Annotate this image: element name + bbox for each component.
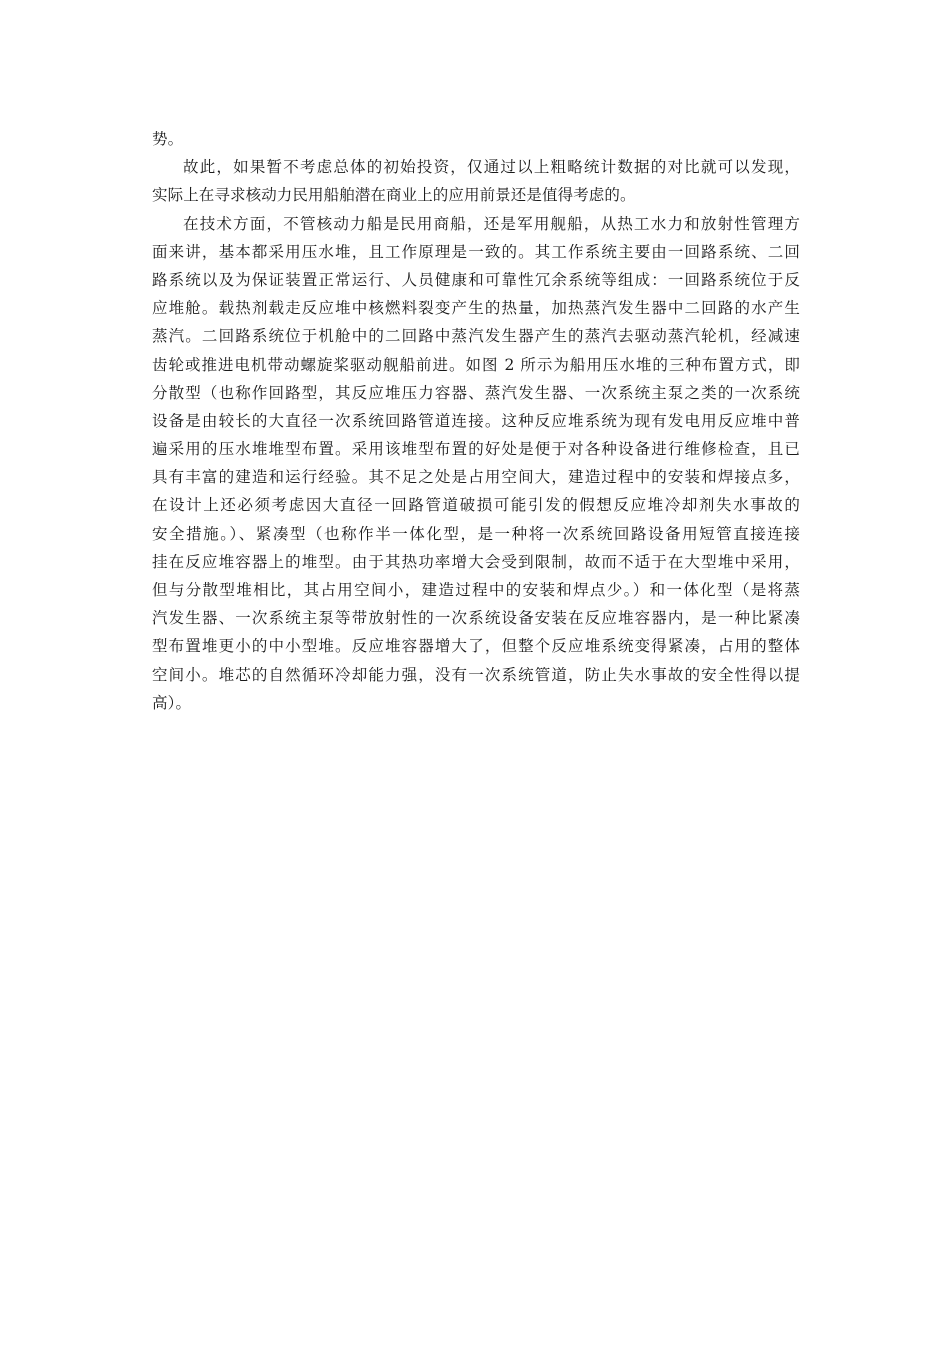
text-line: 分散型（也称作回路型，其反应堆压力容器、蒸汽发生器、一次系统主泵之类的一次系统 (152, 383, 800, 402)
text-line: 路系统以及为保证装置正常运行、人员健康和可靠性冗余系统等组成：一回路系统位于反 (152, 270, 800, 289)
text-line: 在技术方面，不管核动力船是民用商船，还是军用舰船，从热工水力和放射性管理方 (183, 214, 800, 233)
text-line: 汽发生器、一次系统主泵等带放射性的一次系统设备安装在反应堆容器内，是一种比紧凑 (152, 609, 800, 628)
text-line: 安全措施。）、紧凑型（也称作半一体化型，是一种将一次系统回路设备用短管直接连接 (152, 524, 800, 543)
text-line: 高）。 (152, 693, 192, 712)
text-line: 齿轮或推进电机带动螺旋桨驱动舰船前进。如图 2 所示为船用压水堆的三种布置方式，即 (152, 355, 800, 374)
text-line: 型布置堆更小的中小型堆。反应堆容器增大了，但整个反应堆系统变得紧凑，占用的整体 (152, 637, 800, 656)
text-line: 实际上在寻求核动力民用船舶潜在商业上的应用前景还是值得考虑的。 (152, 186, 636, 205)
text-line: 应堆舱。载热剂载走反应堆中核燃料裂变产生的热量，加热蒸汽发生器中二回路的水产生 (152, 299, 800, 318)
text-line: 势。 (152, 130, 184, 148)
text-line: 故此，如果暂不考虑总体的初始投资，仅通过以上粗略统计数据的对比就可以发现， (183, 158, 800, 177)
text-line: 空间小。堆芯的自然循环冷却能力强，没有一次系统管道，防止失水事故的安全性得以提 (152, 665, 800, 684)
text-line: 蒸汽。二回路系统位于机舱中的二回路中蒸汽发生器产生的蒸汽去驱动蒸汽轮机，经减速 (152, 327, 800, 346)
text-line: 遍采用的压水堆堆型布置。采用该堆型布置的好处是便于对各种设备进行维修检查，且已 (152, 440, 800, 459)
text-line: 面来讲，基本都采用压水堆，且工作原理是一致的。其工作系统主要由一回路系统、二回 (152, 242, 800, 261)
text-line: 具有丰富的建造和运行经验。其不足之处是占用空间大，建造过程中的安装和焊接点多， (152, 468, 800, 487)
body-text (152, 125, 800, 717)
text-line: 挂在反应堆容器上的堆型。由于其热功率增大会受到限制，故而不适于在大型堆中采用， (152, 552, 800, 571)
text-line: 设备是由较长的大直径一次系统回路管道连接。这种反应堆系统为现有发电用反应堆中普 (152, 411, 800, 430)
text-line: 但与分散型堆相比，其占用空间小，建造过程中的安装和焊点少。）和一体化型（是将蒸 (152, 581, 800, 599)
text-line: 在设计上还必须考虑因大直径一回路管道破损可能引发的假想反应堆冷却剂失水事故的 (152, 496, 800, 515)
